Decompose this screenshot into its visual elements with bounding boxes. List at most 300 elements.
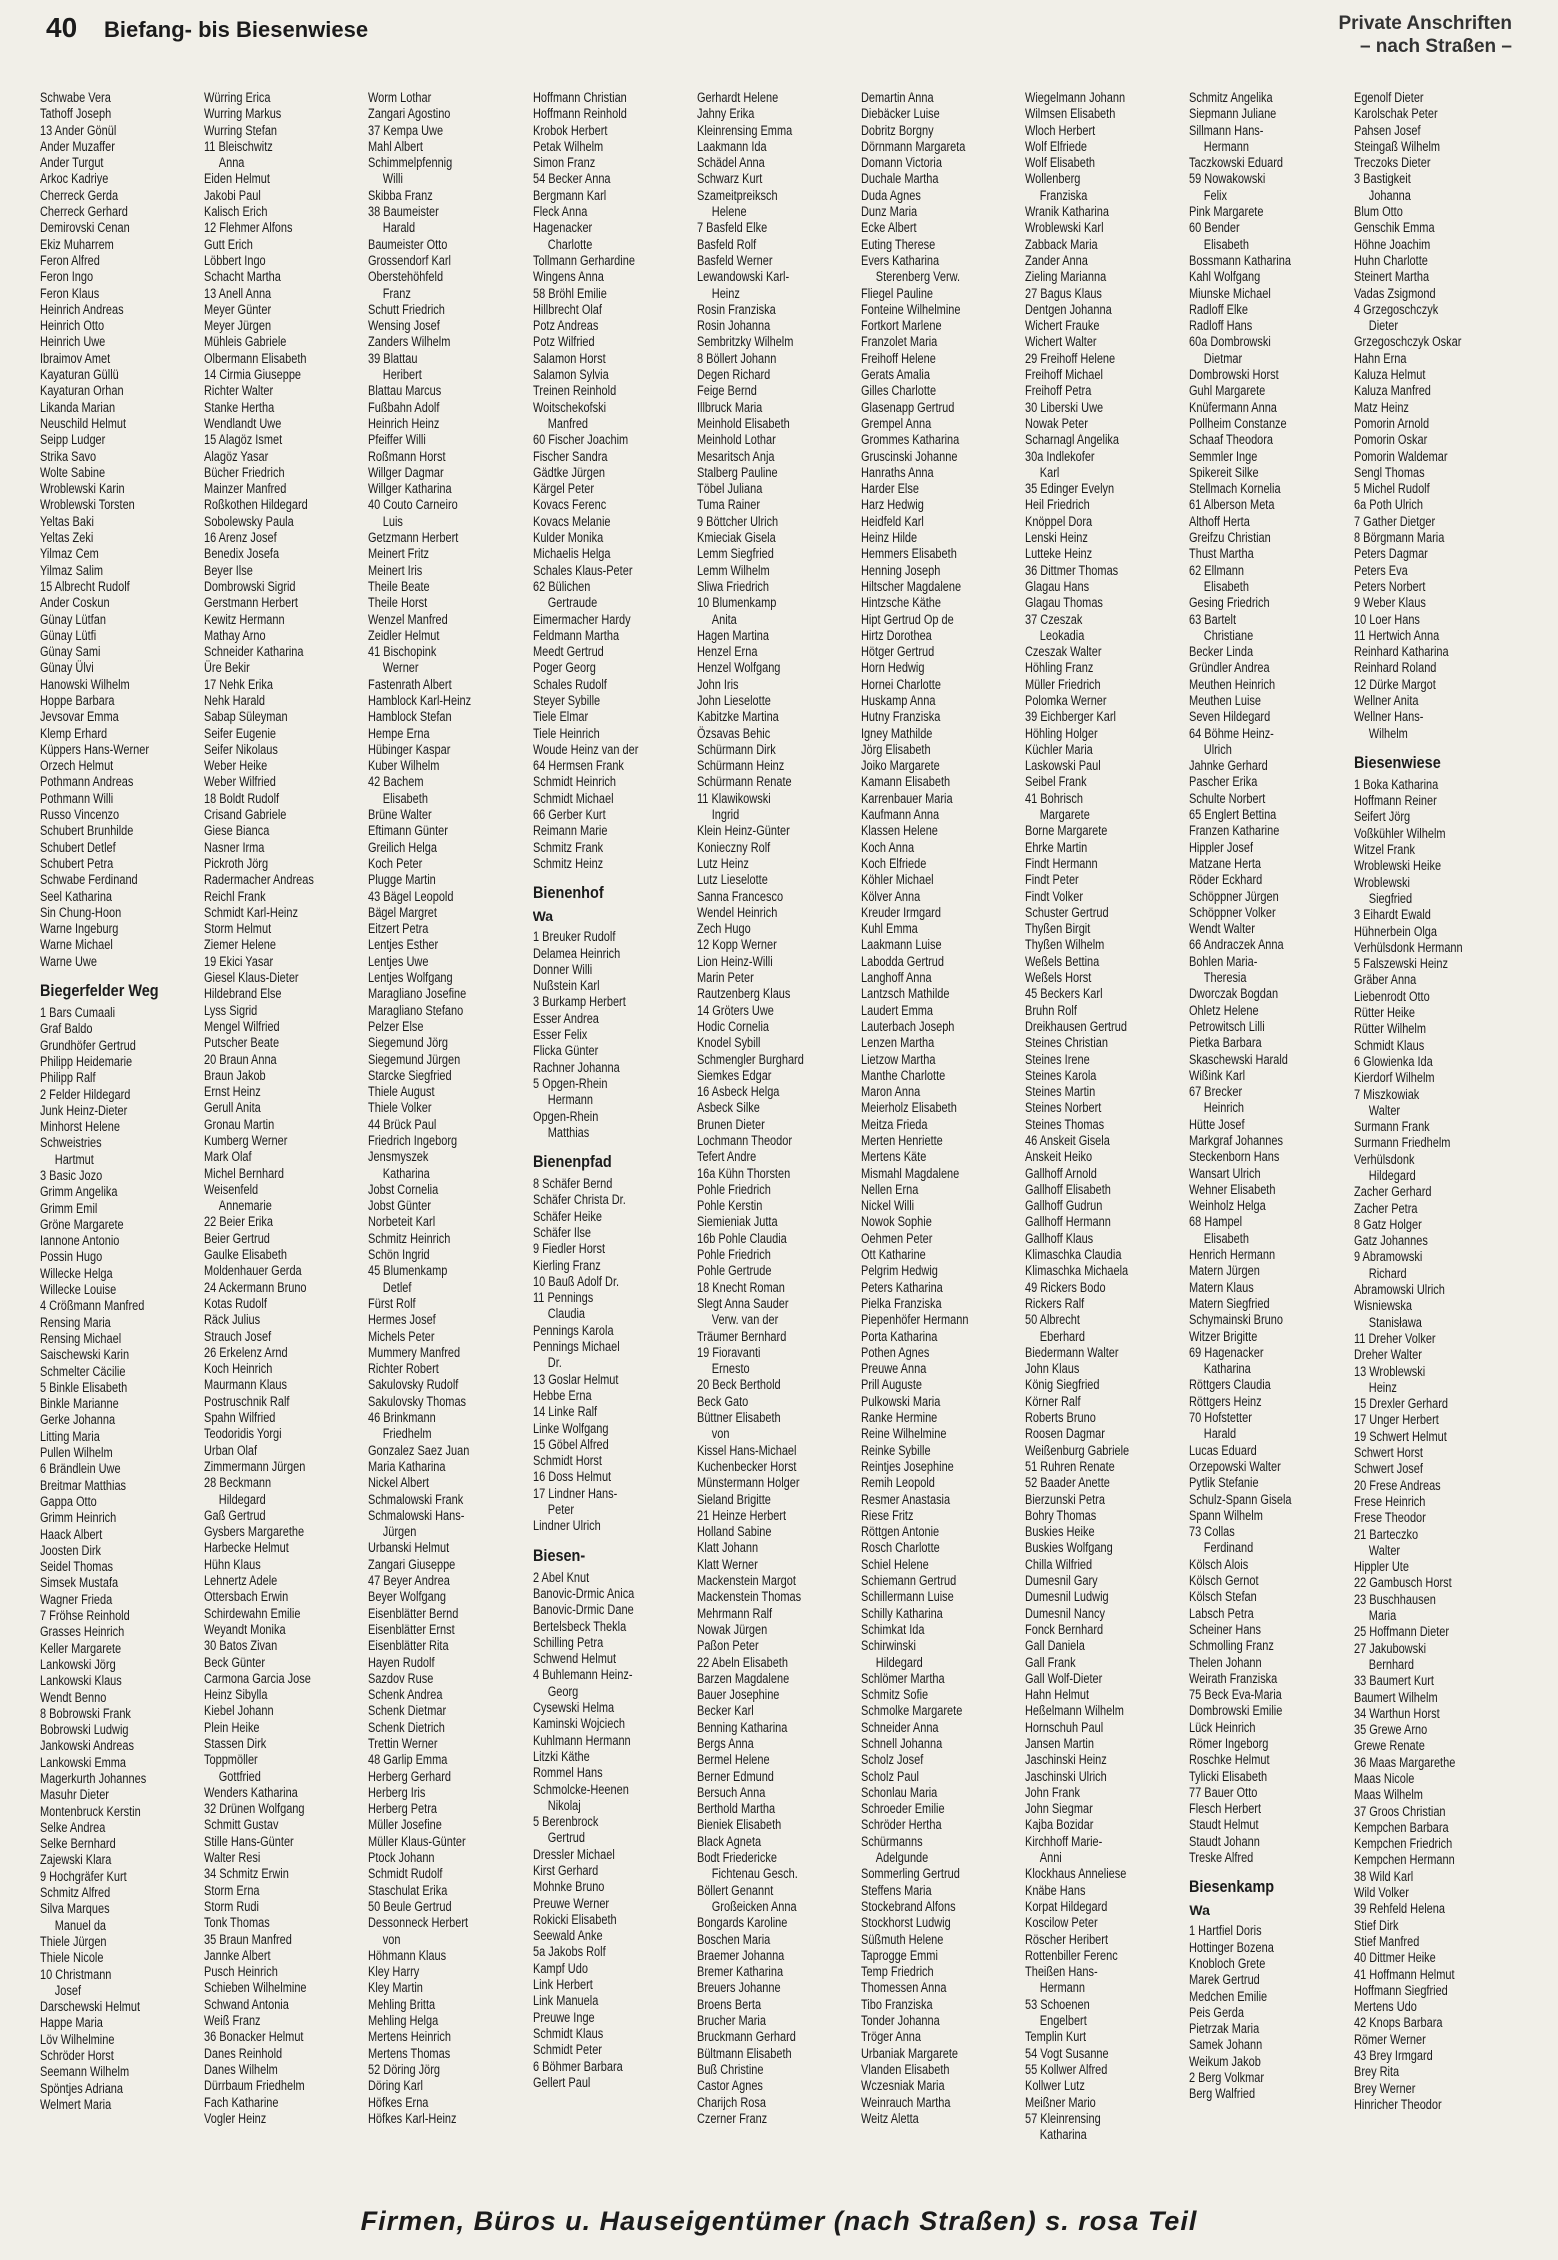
entry-continuation: Detlef: [383, 1279, 412, 1295]
resident-entry: 17 Unger Herbert: [1353, 1412, 1439, 1428]
resident-entry: Knobloch Grete: [1189, 1955, 1266, 1971]
resident-entry: Mengel Wilfried: [204, 1018, 280, 1034]
resident-entry: Schürmann Renate: [696, 774, 792, 790]
resident-entry: Zanders Wilhelm: [368, 334, 451, 350]
column-9: [1354, 90, 1514, 2186]
resident-entry: Walter Resi: [204, 1850, 261, 1866]
resident-entry: Mertens Thomas: [368, 2045, 451, 2061]
entry-continuation: Claudia: [547, 1306, 585, 1322]
resident-entry: Günay Sami: [40, 644, 101, 660]
resident-entry: 6 Glowienka Ida: [1353, 1053, 1433, 1069]
resident-entry: Blum Otto: [1353, 204, 1403, 220]
column-2: [204, 90, 364, 2186]
resident-entry: Heinrich Heinz: [368, 415, 440, 431]
resident-entry: Üre Bekir: [204, 660, 250, 676]
entry-continuation: Manuel da: [54, 1917, 107, 1933]
resident-entry: Schirdewahn Emilie: [204, 1605, 301, 1621]
resident-entry: Küchler Maria: [1025, 741, 1093, 757]
resident-entry: Kierling Franz: [532, 1257, 601, 1273]
resident-entry: Mainzer Manfred: [204, 481, 287, 497]
resident-entry: Mertens Udo: [1353, 1999, 1417, 2015]
resident-entry: Mark Olaf: [204, 1149, 252, 1165]
resident-entry: Rensing Maria: [40, 1314, 111, 1330]
resident-entry: Körner Ralf: [1025, 1393, 1081, 1409]
resident-entry: Stalberg Pauline: [696, 464, 778, 480]
resident-entry: Roßmann Horst: [368, 448, 446, 464]
entry-continuation: Gertraude: [547, 595, 597, 611]
resident-entry: Henzel Wolfgang: [696, 660, 781, 676]
resident-entry: Maragliano Josefine: [368, 986, 467, 1002]
resident-entry: Heidfeld Karl: [861, 513, 924, 529]
resident-entry: Dunz Maria: [861, 204, 918, 220]
resident-entry: Weirath Franziska: [1189, 1670, 1278, 1686]
resident-entry: Schaaf Theodora: [1189, 432, 1274, 448]
resident-entry: Jaschinski Heinz: [1025, 1752, 1107, 1768]
resident-entry: Potz Andreas: [532, 318, 598, 334]
resident-entry: Steines Karola: [1025, 1067, 1097, 1083]
resident-entry: Baumeister Otto: [368, 236, 448, 252]
resident-entry: 46 Brinkmann: [368, 1410, 437, 1426]
resident-entry: 23 Buschhausen: [1353, 1591, 1436, 1607]
resident-entry: Dreher Walter: [1353, 1347, 1422, 1363]
resident-entry: Hinricher Theodor: [1353, 2096, 1442, 2112]
resident-entry: Worm Lothar: [368, 90, 432, 105]
resident-entry: 3 Burkamp Herbert: [532, 994, 626, 1010]
entry-continuation: Willi: [383, 171, 404, 187]
resident-entry: Küppers Hans-Werner: [40, 741, 150, 757]
resident-entry: 41 Bischopink: [368, 644, 437, 660]
resident-entry: Peis Gerda: [1189, 2004, 1245, 2020]
resident-entry: Lemm Wilhelm: [696, 562, 770, 578]
resident-entry: Wehner Elisabeth: [1189, 1181, 1276, 1197]
resident-entry: Hoffmann Reinhold: [532, 106, 627, 122]
resident-entry: 3 Eihardt Ewald: [1353, 907, 1431, 923]
resident-entry: Basfeld Werner: [696, 252, 773, 268]
resident-entry: 51 Ruhren Renate: [1025, 1458, 1115, 1474]
resident-entry: 42 Knops Barbara: [1353, 2015, 1443, 2031]
resident-entry: Binkle Marianne: [40, 1396, 119, 1412]
resident-entry: Labsch Petra: [1189, 1605, 1255, 1621]
entry-continuation: Margarete: [1039, 807, 1090, 823]
resident-entry: Köhler Michael: [861, 872, 934, 888]
resident-entry: Linke Wolfgang: [532, 1420, 609, 1436]
resident-entry: Hahn Helmut: [1025, 1687, 1090, 1703]
resident-entry: Ecke Albert: [861, 220, 917, 236]
resident-entry: Pohle Kerstin: [696, 1198, 763, 1214]
resident-entry: Feldmann Martha: [532, 627, 619, 643]
entry-continuation: Heinz: [1368, 1379, 1397, 1395]
resident-entry: Klimaschka Michaela: [1025, 1263, 1129, 1279]
resident-entry: Pohle Gertrude: [696, 1263, 772, 1279]
resident-entry: Giesel Klaus-Dieter: [204, 970, 299, 986]
resident-entry: Staudt Johann: [1189, 1833, 1261, 1849]
entry-continuation: Theresia: [1204, 970, 1247, 986]
resident-entry: Mackenstein Thomas: [696, 1589, 801, 1605]
resident-entry: 6 Böhmer Barbara: [532, 2058, 623, 2074]
resident-entry: Gerull Anita: [204, 1100, 261, 1116]
resident-entry: Voßkühler Wilhelm: [1353, 825, 1446, 841]
resident-entry: Schenk Dietrich: [368, 1719, 446, 1735]
resident-entry: Pennings Michael: [532, 1339, 620, 1355]
resident-entry: 34 Warthun Horst: [1353, 1705, 1440, 1721]
resident-entry: Woitschekofski: [532, 399, 606, 415]
resident-entry: Thelen Johann: [1189, 1654, 1263, 1670]
resident-entry: Siegemund Jörg: [368, 1035, 449, 1051]
resident-entry: Matz Heinz: [1353, 399, 1409, 415]
resident-entry: Schlömer Martha: [861, 1670, 945, 1686]
entry-continuation: Georg: [547, 1683, 578, 1699]
resident-entry: 3 Basic Jozo: [40, 1168, 103, 1183]
entry-continuation: von: [711, 1426, 730, 1442]
resident-entry: Zangari Agostino: [368, 106, 451, 122]
resident-entry: 14 Linke Ralf: [532, 1404, 597, 1420]
resident-entry: Hebbe Erna: [532, 1387, 592, 1403]
resident-entry: Schäfer Heike: [532, 1208, 602, 1224]
resident-entry: 18 Boldt Rudolf: [204, 790, 280, 806]
resident-entry: Fonck Bernhard: [1025, 1621, 1104, 1637]
entry-continuation: Hartmut: [54, 1151, 94, 1167]
entry-continuation: Ernesto: [711, 1361, 750, 1377]
resident-entry: 29 Freihoff Helene: [1025, 350, 1116, 366]
resident-entry: Schneider Anna: [861, 1719, 939, 1735]
resident-entry: Plugge Martin: [368, 872, 437, 888]
resident-entry: Zeidler Helmut: [368, 627, 440, 643]
resident-entry: Jevsovar Emma: [40, 709, 119, 725]
entry-continuation: Dr.: [547, 1355, 562, 1371]
resident-entry: Fach Katharine: [204, 2094, 279, 2110]
resident-entry: Rottenbiller Ferenc: [1025, 1947, 1118, 1963]
resident-entry: Meinhold Lothar: [696, 432, 776, 448]
resident-entry: Bücher Friedrich: [204, 464, 285, 480]
resident-entry: 30 Liberski Uwe: [1025, 399, 1104, 415]
resident-entry: Dumesnil Ludwig: [1025, 1589, 1109, 1605]
resident-entry: Sazdov Ruse: [368, 1670, 434, 1686]
resident-entry: Crisand Gabriele: [204, 807, 287, 823]
resident-entry: Meinert Fritz: [368, 546, 430, 562]
resident-entry: Steines Thomas: [1025, 1116, 1105, 1132]
resident-entry: Mohnke Bruno: [532, 1879, 605, 1895]
resident-entry: 11 Pennings: [532, 1290, 593, 1306]
resident-entry: Roßkothen Hildegard: [204, 497, 308, 513]
resident-entry: Schmitz Sofie: [861, 1687, 929, 1703]
resident-entry: Surmann Frank: [1353, 1119, 1430, 1135]
section-label-line2: – nach Straßen –: [1359, 36, 1512, 57]
resident-entry: Steinert Martha: [1353, 269, 1429, 285]
resident-entry: Sengl Thomas: [1353, 464, 1425, 480]
resident-entry: Gatz Johannes: [1353, 1233, 1428, 1249]
resident-entry: Klemp Erhard: [40, 725, 108, 741]
resident-entry: Klein Heinz-Günter: [696, 823, 790, 839]
resident-entry: Gall Wolf-Dieter: [1025, 1670, 1103, 1686]
resident-entry: Stockebrand Alfons: [861, 1898, 956, 1914]
resident-entry: Zajewski Klara: [40, 1852, 112, 1868]
resident-entry: 13 Wroblewski: [1353, 1363, 1425, 1379]
resident-entry: 64 Hermsen Frank: [532, 758, 624, 774]
street-heading: Biesen-: [532, 1545, 585, 1565]
resident-entry: Herberg Petra: [368, 1801, 438, 1817]
resident-entry: Rautzenberg Klaus: [696, 986, 791, 1002]
resident-entry: Biedermann Walter: [1025, 1344, 1119, 1360]
resident-entry: Scheiner Hans: [1189, 1621, 1262, 1637]
resident-entry: Stanke Hertha: [204, 399, 275, 415]
column-4: [533, 90, 693, 2186]
resident-entry: Ott Katharine: [861, 1247, 926, 1263]
resident-entry: Findt Volker: [1025, 888, 1084, 904]
resident-entry: Taczkowski Eduard: [1189, 155, 1284, 171]
resident-entry: Bobrowski Ludwig: [40, 1722, 129, 1738]
resident-entry: Duda Agnes: [861, 187, 921, 203]
resident-entry: Jobst Cornelia: [368, 1181, 439, 1197]
resident-entry: Poger Georg: [532, 660, 596, 676]
resident-entry: Kaluza Manfred: [1353, 383, 1431, 399]
resident-entry: Ekiz Muharrem: [40, 236, 114, 252]
resident-entry: Schröder Horst: [40, 2048, 114, 2064]
resident-entry: Surmann Friedhelm: [1353, 1135, 1451, 1151]
resident-entry: Henning Joseph: [861, 562, 941, 578]
resident-entry: 22 Abeln Elisabeth: [696, 1654, 788, 1670]
resident-entry: Kiebel Johann: [204, 1703, 274, 1719]
entry-continuation: Karl: [1039, 464, 1060, 480]
resident-entry: Laudert Emma: [861, 1002, 934, 1018]
resident-entry: Hoffmann Siegfried: [1353, 1982, 1448, 1998]
resident-entry: Pothmann Andreas: [40, 774, 134, 790]
resident-entry: 77 Bauer Otto: [1189, 1784, 1258, 1800]
resident-entry: Schilling Petra: [532, 1634, 603, 1650]
resident-entry: Röder Eckhard: [1189, 872, 1263, 888]
resident-entry: Gaulke Elisabeth: [204, 1247, 288, 1263]
resident-entry: Römer Werner: [1353, 2031, 1426, 2047]
resident-entry: Süßmuth Helene: [861, 1931, 944, 1947]
resident-entry: Montenbruck Kerstin: [40, 1803, 141, 1819]
resident-entry: Spann Wilhelm: [1189, 1507, 1264, 1523]
resident-entry: Freihoff Helene: [861, 350, 936, 366]
page-header: [46, 12, 1512, 60]
resident-entry: Seel Katharina: [40, 888, 113, 904]
resident-entry: Cysewski Helma: [532, 1700, 614, 1716]
resident-entry: Abramowski Ulrich: [1353, 1282, 1445, 1298]
resident-entry: Asbeck Silke: [696, 1100, 760, 1116]
resident-entry: Grundhöfer Gertrud: [40, 1037, 136, 1053]
entry-continuation: Walter: [1368, 1542, 1400, 1558]
resident-entry: 20 Beck Berthold: [696, 1377, 781, 1393]
resident-entry: Bongards Karoline: [696, 1915, 788, 1931]
resident-entry: Sanna Francesco: [696, 888, 783, 904]
resident-entry: Rosin Franziska: [696, 301, 776, 317]
resident-entry: 32 Drünen Wolfgang: [204, 1801, 305, 1817]
resident-entry: Wurring Markus: [204, 106, 282, 122]
resident-entry: Beier Gertrud: [204, 1230, 271, 1246]
entry-continuation: Gottfried: [218, 1768, 262, 1784]
resident-entry: Becker Karl: [696, 1703, 754, 1719]
resident-entry: Schöppner Volker: [1189, 904, 1277, 920]
resident-entry: Matern Siegfried: [1189, 1295, 1270, 1311]
street-heading: Bienenpfad: [532, 1152, 612, 1172]
resident-entry: Banovic-Drmic Dane: [532, 1602, 634, 1618]
resident-entry: Feron Ingo: [40, 269, 94, 285]
resident-entry: Tollmann Gerhardine: [532, 252, 635, 268]
resident-entry: Seemann Wilhelm: [40, 2064, 130, 2080]
entry-continuation: Elisabeth: [1204, 578, 1250, 594]
resident-entry: Hanowski Wilhelm: [40, 676, 130, 692]
resident-entry: Duchale Martha: [861, 171, 939, 187]
resident-entry: Wendel Heinrich: [696, 904, 778, 920]
resident-entry: Breitmar Matthias: [40, 1477, 127, 1493]
resident-entry: Paßon Peter: [696, 1638, 759, 1654]
resident-entry: Norbeteit Karl: [368, 1214, 436, 1230]
resident-entry: Glagau Hans: [1025, 578, 1090, 594]
resident-entry: 9 Fiedler Horst: [532, 1241, 605, 1257]
entry-continuation: Matthias: [547, 1124, 589, 1140]
resident-entry: Hempe Erna: [368, 725, 431, 741]
resident-entry: Woude Heinz van der: [532, 741, 638, 757]
resident-entry: Pennings Karola: [532, 1322, 614, 1338]
resident-entry: Heinz Sibylla: [204, 1687, 268, 1703]
resident-entry: Hutny Franziska: [861, 709, 941, 725]
resident-entry: Weßels Horst: [1025, 970, 1092, 986]
resident-entry: 55 Kollwer Alfred: [1025, 2061, 1108, 2077]
resident-entry: Gräber Anna: [1353, 972, 1416, 988]
resident-entry: Wenzel Manfred: [368, 611, 449, 627]
resident-entry: Kierdorf Wilhelm: [1353, 1070, 1435, 1086]
resident-entry: Pink Margarete: [1189, 204, 1264, 220]
resident-entry: Pothmann Willi: [40, 790, 114, 806]
resident-entry: Lindner Ulrich: [532, 1518, 601, 1534]
resident-entry: Spahn Wilfried: [204, 1410, 276, 1426]
resident-entry: Löbbert Ingo: [204, 252, 266, 268]
resident-entry: Saischewski Karin: [40, 1347, 130, 1363]
resident-entry: 8 Böllert Johann: [696, 350, 777, 366]
resident-entry: Silva Marques: [40, 1901, 110, 1917]
resident-entry: Tathoff Joseph: [40, 106, 112, 122]
resident-entry: Löv Wilhelmine: [40, 2031, 115, 2047]
resident-entry: Simsek Mustafa: [40, 1575, 119, 1591]
resident-entry: Reichl Frank: [204, 888, 266, 904]
entry-continuation: Elisabeth: [1204, 1230, 1250, 1246]
entry-continuation: Peter: [547, 1502, 574, 1518]
column-3: [368, 90, 528, 2186]
resident-entry: 5a Jakobs Rolf: [532, 1944, 606, 1960]
street-heading: Biesenkamp: [1189, 1877, 1275, 1897]
resident-entry: Pahsen Josef: [1353, 122, 1421, 138]
resident-entry: Gröne Margarete: [40, 1216, 124, 1232]
resident-entry: Fastenrath Albert: [368, 676, 453, 692]
resident-entry: Schmidt Karl-Heinz: [204, 904, 299, 920]
resident-entry: Basfeld Rolf: [696, 236, 757, 252]
resident-entry: Kuchenbecker Horst: [696, 1458, 797, 1474]
resident-entry: Beyer Wolfgang: [368, 1589, 447, 1605]
resident-entry: 54 Vogt Susanne: [1025, 2045, 1109, 2061]
resident-entry: Schäfer Christa Dr.: [532, 1192, 626, 1208]
resident-entry: 7 Fröhse Reinhold: [40, 1608, 130, 1624]
entry-continuation: Hermann: [1204, 138, 1250, 154]
resident-entry: Pohle Friedrich: [696, 1247, 771, 1263]
resident-entry: Warne Michael: [40, 937, 113, 953]
resident-entry: Kölsch Alois: [1189, 1556, 1249, 1572]
resident-entry: Rütter Heike: [1353, 1005, 1415, 1021]
resident-entry: Steyer Sybille: [532, 692, 600, 708]
entry-continuation: Johanna: [1368, 187, 1411, 203]
resident-entry: Tuma Rainer: [696, 497, 760, 513]
resident-entry: Sieland Brigitte: [696, 1491, 771, 1507]
resident-entry: Hagen Martina: [696, 627, 769, 643]
resident-entry: Witzer Brigitte: [1189, 1328, 1258, 1344]
resident-entry: 13 Anell Anna: [204, 285, 272, 301]
resident-entry: Matzane Herta: [1189, 855, 1262, 871]
resident-entry: Hipt Gertrud Op de: [861, 611, 954, 627]
resident-entry: Schwarz Kurt: [696, 171, 763, 187]
resident-entry: Thust Martha: [1189, 546, 1255, 562]
resident-entry: 10 Bauß Adolf Dr.: [532, 1273, 619, 1289]
entry-continuation: Nikolaj: [547, 1797, 581, 1813]
resident-entry: Jankowski Andreas: [40, 1738, 134, 1754]
resident-entry: Slegt Anna Sauder: [696, 1295, 789, 1311]
entry-continuation: Hildegard: [218, 1491, 266, 1507]
resident-entry: Kärgel Peter: [532, 481, 594, 497]
resident-entry: 36 Dittmer Thomas: [1025, 562, 1119, 578]
resident-entry: Treczoks Dieter: [1353, 155, 1431, 171]
resident-entry: Kovacs Ferenc: [532, 497, 606, 513]
resident-entry: Zacher Petra: [1353, 1200, 1418, 1216]
resident-entry: Peters Katharina: [861, 1279, 943, 1295]
resident-entry: Berg Walfried: [1189, 2086, 1256, 2102]
resident-entry: Klatt Werner: [696, 1556, 758, 1572]
resident-entry: Kley Harry: [368, 1964, 420, 1980]
resident-entry: Fortkort Marlene: [861, 318, 942, 334]
resident-entry: Kumberg Werner: [204, 1133, 288, 1148]
resident-entry: Castor Agnes: [696, 2078, 763, 2094]
resident-entry: Greilich Helga: [368, 839, 438, 855]
resident-entry: Wendt Benno: [40, 1689, 107, 1705]
resident-entry: Korpat Hildegard: [1025, 1898, 1108, 1914]
resident-entry: Ander Coskun: [40, 595, 110, 611]
resident-entry: Grewe Renate: [1353, 1738, 1425, 1754]
resident-entry: Wolf Elisabeth: [1025, 155, 1096, 171]
resident-entry: Marek Gertrud: [1189, 1972, 1261, 1988]
resident-entry: Kovacs Melanie: [532, 513, 611, 529]
entry-continuation: Luis: [383, 513, 404, 529]
resident-entry: Zabback Maria: [1025, 236, 1098, 252]
resident-entry: Igney Mathilde: [861, 725, 933, 741]
resident-entry: Fischer Sandra: [532, 448, 608, 464]
resident-entry: Wendlandt Uwe: [204, 415, 282, 431]
resident-entry: Gutt Erich: [204, 236, 254, 252]
resident-entry: Wilmsen Elisabeth: [1025, 106, 1116, 122]
resident-entry: Charijch Rosa: [696, 2094, 766, 2110]
resident-entry: 6 Brändlein Uwe: [40, 1461, 121, 1477]
resident-entry: Rensing Michael: [40, 1330, 122, 1346]
resident-entry: Nasner Irma: [204, 839, 265, 855]
resident-entry: Medchen Emilie: [1189, 1988, 1268, 2004]
resident-entry: Knöppel Dora: [1025, 513, 1093, 529]
entry-continuation: Engelbert: [1039, 2013, 1087, 2029]
resident-entry: Willecke Louise: [40, 1282, 117, 1298]
resident-entry: Warne Ingeburg: [40, 921, 119, 937]
resident-entry: Lietzow Martha: [861, 1051, 936, 1067]
resident-entry: Possin Hugo: [40, 1249, 103, 1265]
resident-entry: 46 Anskeit Gisela: [1025, 1133, 1111, 1148]
resident-entry: Schwend Helmut: [532, 1651, 616, 1667]
entry-continuation: Gertrud: [547, 1830, 585, 1846]
column-7: [1025, 90, 1185, 2186]
resident-entry: 5 Binkle Elisabeth: [40, 1379, 128, 1395]
resident-entry: Berner Edmund: [696, 1768, 774, 1784]
resident-entry: Schmolling Franz: [1189, 1638, 1275, 1654]
resident-entry: Schirwinski: [861, 1638, 916, 1654]
entry-continuation: Siegfried: [1368, 890, 1412, 906]
resident-entry: Rommel Hans: [532, 1765, 603, 1781]
resident-entry: Dombrowski Horst: [1189, 367, 1280, 383]
resident-entry: Schmitz Alfred: [40, 1885, 111, 1901]
